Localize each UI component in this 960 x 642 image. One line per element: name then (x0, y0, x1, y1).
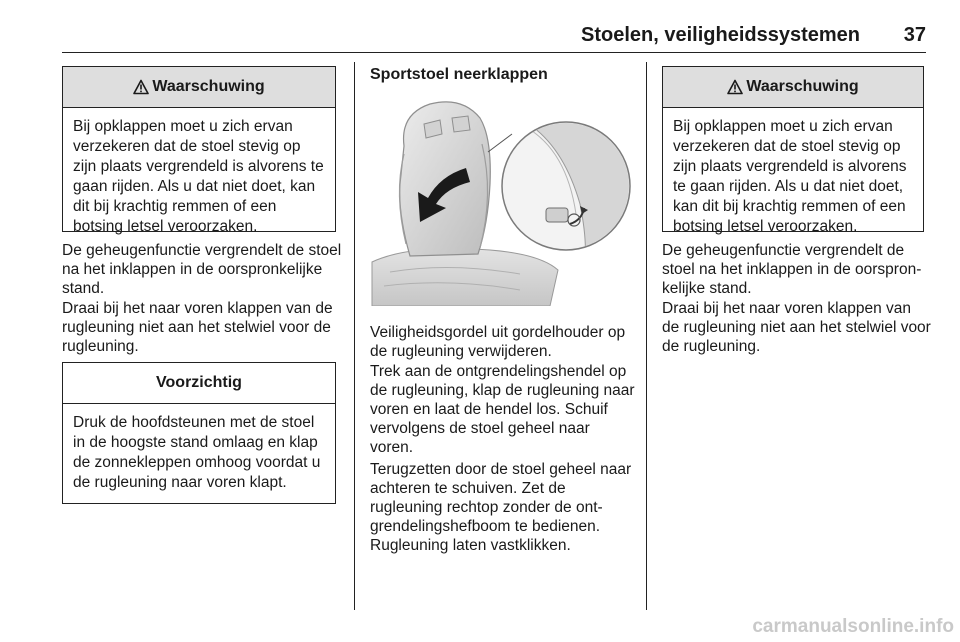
warning-title: Waarschuwing (746, 78, 859, 95)
caution-box-header (63, 363, 335, 404)
watermark: carmanualsonline.info (752, 616, 954, 637)
column-divider-right (646, 62, 647, 610)
warning-title: Waarschuwing (152, 78, 265, 95)
section-title: Sportstoel neerklappen (370, 66, 548, 83)
paragraph-backrest-wheel: Draai bij het naar voren klappen van de rugleuning niet aan het stelwiel voor de rugleuning. (662, 300, 931, 355)
warning-text: Bij opklappen moet u zich ervan verzekeren dat de stoel stevig op zijn plaats vergrendeld is alvorens te gaan rijden. Als u dat niet doet, kan dit bij krachtig remmen of een botsing letsel veroorzaken. (673, 118, 907, 235)
caution-title: Voorzichtig (156, 374, 242, 391)
caution-text: Druk de hoofdsteunen met de stoel in de hoogste stand omlaag en klap de zonnekleppen omhoog voordat u de rugleuning naar voren klapt. (73, 414, 321, 491)
page-header-title: Stoelen, veiligheidssystemen (581, 24, 860, 46)
header-rule (62, 52, 926, 53)
warning-box-right (662, 66, 924, 235)
paragraph-remove-belt: Veiligheidsgordel uit gordelhouder op de rugleuning verwijderen. (370, 324, 626, 360)
paragraph-reset-seat: Terugzetten door de stoel geheel naar achteren te schuiven. Zet de rugleuning rechtop zonder de ontgrendelingshefboom te bedienen. Rugleuning laten vastklikken. (370, 461, 632, 554)
warning-box-header (63, 67, 335, 108)
paragraph-memory-function: De geheugenfunctie vergrendelt de stoel na het inklappen in de oorspronkelijke stand. (662, 242, 922, 297)
warning-text: Bij opklappen moet u zich ervan verzekeren dat de stoel stevig op zijn plaats vergrendeld is alvorens te gaan rijden. Als u dat niet doet, kan dit bij krachtig remmen of een botsing letsel veroorzaken. (73, 118, 324, 235)
seat-folding-illustration (370, 94, 632, 306)
paragraph-backrest-wheel: Draai bij het naar voren klappen van de rugleuning niet aan het stelwiel voor de rugleuning. (62, 300, 333, 355)
paragraph-memory-function: De geheugenfunctie vergrendelt de stoel na het inklappen in de oorspronkelijke stand. (62, 242, 342, 297)
warning-triangle-icon (727, 79, 743, 95)
caution-box (62, 362, 336, 504)
warning-box-header (663, 67, 923, 108)
column-divider-left (354, 62, 355, 610)
warning-triangle-icon (133, 79, 149, 95)
warning-box-left (62, 66, 336, 235)
page-number: 37 (903, 24, 926, 46)
paragraph-pull-lever: Trek aan de ontgrendelingshendel op de rugleuning, klap de rugleuning naar voren en laat de hendel los. Schuif vervolgens de stoel geheel naar voren. (370, 363, 635, 456)
